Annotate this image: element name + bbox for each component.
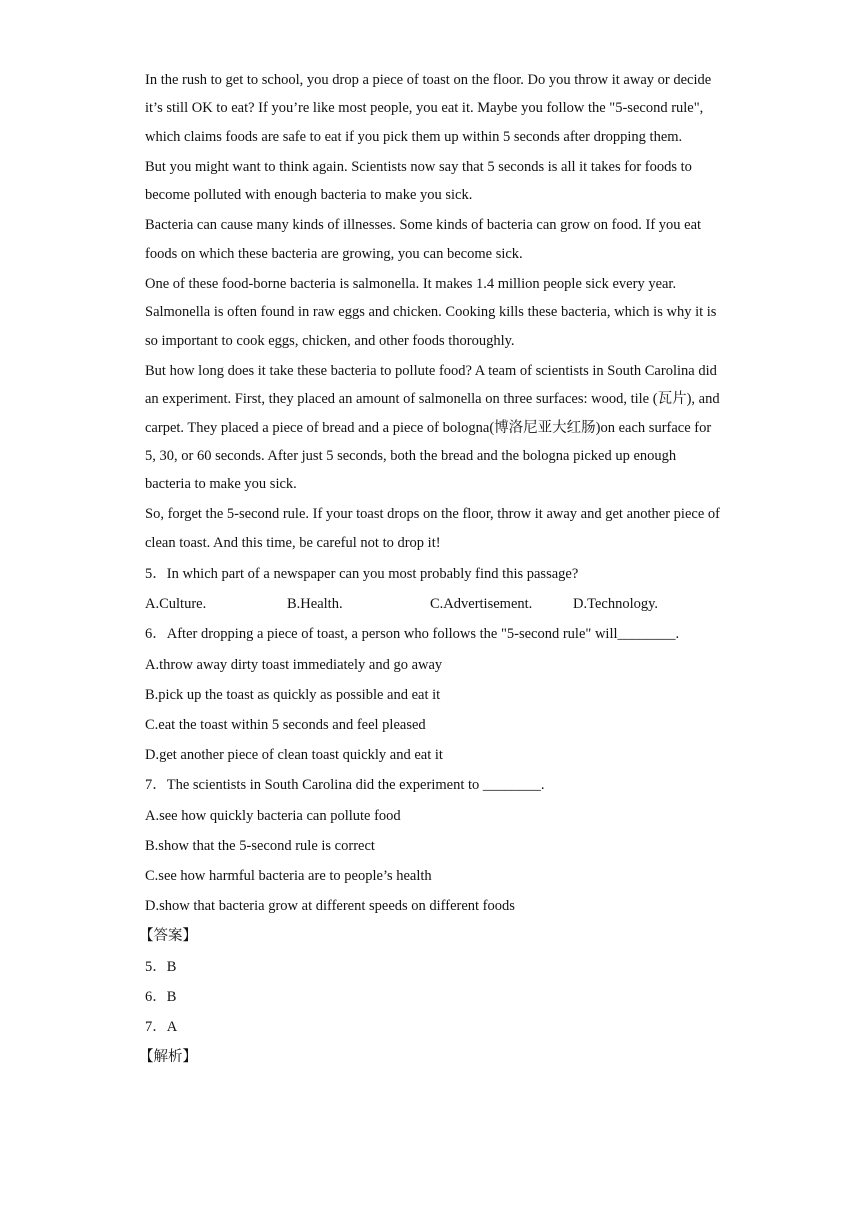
- question-6-blank: ________: [617, 626, 676, 643]
- analysis-heading: 【解析】: [139, 1049, 197, 1066]
- question-7-blank: ________: [482, 777, 541, 794]
- passage-paragraph-1: In the rush to get to school, you drop a piece of toast on the floor. Do you throw it away or decide it’s still OK to eat? If you’re like most people, you eat it. Maybe you follow the "5-second rule", which claims foods are safe to eat if you pick them up within 5 seconds after dropping them.: [145, 72, 712, 145]
- answer-6: 6．B: [145, 988, 177, 1005]
- question-5-stem: 5．In which part of a newspaper can you most probably find this passage?: [145, 566, 579, 583]
- question-6-stem: 6．After dropping a piece of toast, a person who follows the "5-second rule" will: [145, 626, 618, 643]
- question-7-option-d: D.show that bacteria grow at different speeds on different foods: [145, 898, 515, 915]
- question-7-stem-end: .: [540, 777, 545, 794]
- answer-7: 7．A: [145, 1019, 178, 1036]
- question-5: [145, 559, 720, 619]
- question-6-option-d: D.get another piece of clean toast quickly and eat it: [145, 747, 443, 764]
- question-7-option-a: A.see how quickly bacteria can pollute food: [145, 807, 401, 824]
- answer-heading: 【答案】: [139, 928, 197, 945]
- question-6-option-a: A.throw away dirty toast immediately and go away: [145, 656, 443, 673]
- passage-paragraph-5: But how long does it take these bacteria to pollute food? A team of scientists in South Carolina did an experiment. First, they placed an amount of salmonella on three surfaces: wood, tile (瓦片), and carpet. They placed a piece of bread and a piece of bologna(博洛尼亚大红肠)on each surface for 5, 30, or 60 seconds. After just 5 seconds, both the bread and the bologna picked up enough bacteria to make you sick.: [145, 362, 720, 493]
- document-content: [139, 66, 720, 1073]
- question-6-stem-end: .: [675, 626, 680, 643]
- passage-paragraph-6: So, forget the 5-second rule. If your toast drops on the floor, throw it away and get another piece of clean toast. And this time, be careful not to drop it!: [145, 506, 720, 551]
- passage-paragraph-4: One of these food-borne bacteria is salmonella. It makes 1.4 million people sick every year. Salmonella is often found in raw eggs and chicken. Cooking kills these bacteria, which is why it is so important to cook eggs, chicken, and other foods thoroughly.: [145, 276, 717, 349]
- answer-5: 5．B: [145, 958, 177, 975]
- passage-paragraph-2: But you might want to think again. Scientists now say that 5 seconds is all it takes for foods to become polluted with enough bacteria to make you sick.: [145, 158, 692, 204]
- passage-paragraph-3: Bacteria can cause many kinds of illnesses. Some kinds of bacteria can grow on food. If you eat foods on which these bacteria are growing, you can become sick.: [145, 217, 702, 262]
- question-6-option-b: B.pick up the toast as quickly as possible and eat it: [145, 686, 441, 703]
- question-7-stem-line: [145, 770, 720, 800]
- question-5-option-c: C.Advertisement.: [430, 596, 533, 613]
- question-5-option-a: A.Culture.: [145, 596, 207, 613]
- question-5-option-d: D.Technology.: [573, 596, 659, 613]
- question-7-option-b: B.show that the 5-second rule is correct: [145, 837, 375, 854]
- question-7-stem: 7．The scientists in South Carolina did the experiment to: [145, 777, 483, 794]
- question-7: [145, 770, 720, 921]
- question-6-stem-line: [145, 619, 720, 649]
- question-5-option-b: B.Health.: [287, 596, 343, 613]
- question-6-option-c: C.eat the toast within 5 seconds and feel pleased: [145, 717, 426, 734]
- question-5-options: [145, 589, 720, 619]
- question-6: [145, 619, 720, 770]
- question-7-option-c: C.see how harmful bacteria are to people’s health: [145, 868, 432, 885]
